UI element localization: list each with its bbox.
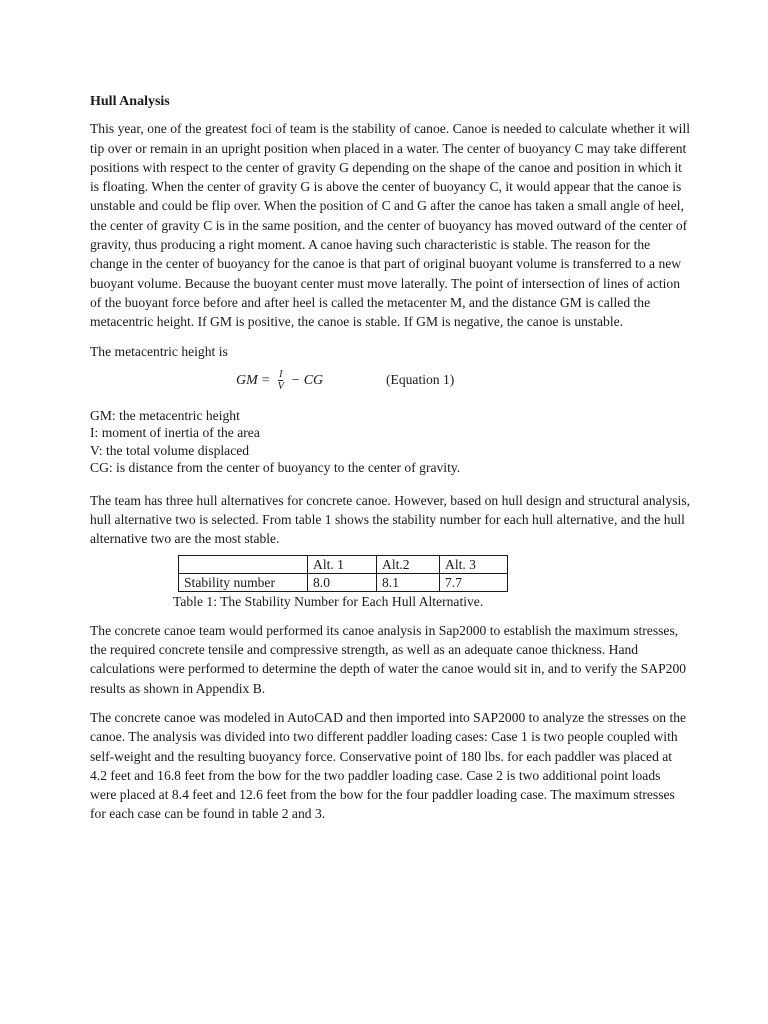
table-cell: 8.1 <box>377 573 440 591</box>
document-body <box>90 92 690 834</box>
table-cell: 8.0 <box>308 573 377 591</box>
table-header-cell: Alt. 3 <box>440 555 508 573</box>
equation-1 <box>90 365 690 401</box>
section-heading: Hull Analysis <box>90 94 170 109</box>
model-paragraph: The concrete canoe was modeled in AutoCAD and then imported into SAP2000 to analyze the stresses on the canoe. The analysis was divided into two different paddler loading cases: Case 1 is two people coupled with self-weight and the resulting buoyancy force. Conservative point of 180 lbs. for each paddler was placed at 4.2 feet and 16.8 feet from the bow for the two paddler loading case. Case 2 is two additional point loads were placed at 8.4 feet and 12.6 feet from the bow for the four paddler loading case. The maximum stresses for each case can be found in table 2 and 3. <box>90 709 687 822</box>
intro-paragraph: This year, one of the greatest foci of team is the stability of canoe. Canoe is needed to calculate whether it will tip over or remain in an upright position when placed in a water. The center of buoyancy C may take different positions with respect to the center of gravity G depending on the shape of the canoe and position in which it is floating. When the center of gravity G is above the center of buoyancy C, it would appear that the canoe is unstable and could be flip over. When the position of C and G after the canoe has taken a small angle of heel, the center of gravity C is in the same position, and the center of buoyancy has moved outward of the center of gravity, thus producing a right moment. A canoe having such characteristic is stable. The reason for the change in the center of buoyancy for the canoe is that part of original buoyant volume is transferred to a new buoyant volume. Because the buoyant center must move laterally. The point of intersection of lines of action of the buoyant force before and after heel is called the metacenter M, and the distance GM is called the metacentric height. If GM is positive, the canoe is stable. If GM is negative, the canoe is unstable. <box>90 121 691 330</box>
definition-cg: CG: is distance from the center of buoyancy to the center of gravity. <box>90 460 461 476</box>
table-header-cell: Alt. 1 <box>308 555 377 573</box>
equation-lhs: GM <box>236 372 258 388</box>
table-cell: 7.7 <box>440 573 508 591</box>
equation-fraction <box>278 369 284 392</box>
equation-expression <box>236 369 323 392</box>
analysis-paragraph: The concrete canoe team would performed its canoe analysis in Sap2000 to establish the maximum stresses, the required concrete tensile and compressive strength, as well as an adequate canoe thickness. Hand calculations were performed to determine the depth of water the canoe would sit in, and to verify the SAP200 results as shown in Appendix B. <box>90 622 687 696</box>
stability-table <box>178 555 508 592</box>
table-header-cell <box>179 555 308 573</box>
alternatives-paragraph: The team has three hull alternatives for concrete canoe. However, based on hull design and structural analysis, hull alternative two is selected. From table 1 shows the stability number for each hull alternative, and the hull alternative two are the most stable. <box>90 492 691 547</box>
equation-denominator: V <box>277 380 284 392</box>
table-row <box>179 573 508 591</box>
equation-equals: = <box>261 372 270 388</box>
table-header-cell: Alt.2 <box>377 555 440 573</box>
equation-minus: − <box>291 372 300 388</box>
metacentric-intro-paragraph: The metacentric height is <box>90 343 228 359</box>
definition-gm: GM: the metacentric height <box>90 407 240 423</box>
table-cell: Stability number <box>179 573 308 591</box>
table-header-row <box>179 555 508 573</box>
equation-numerator: I <box>279 368 283 380</box>
variable-definitions <box>90 407 690 477</box>
equation-rhs: CG <box>303 372 324 388</box>
definition-i: I: moment of inertia of the area <box>90 425 260 441</box>
table-caption: Table 1: The Stability Number for Each Hull Alternative. <box>173 593 484 609</box>
equation-label: (Equation 1) <box>386 371 455 387</box>
definition-v: V: the total volume displaced <box>90 442 250 458</box>
